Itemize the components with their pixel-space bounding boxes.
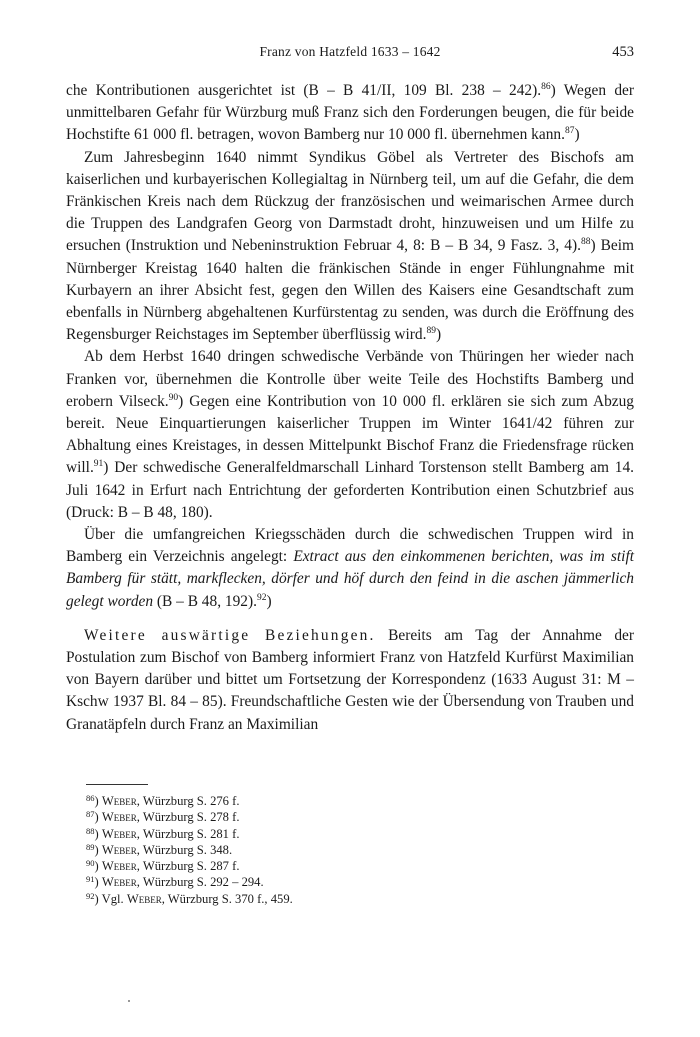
footnote-author: Weber — [126, 891, 162, 906]
footnote-reference-text: , Würzburg S. 276 f. — [136, 794, 240, 808]
text-run: ) — [435, 326, 442, 344]
paragraph — [66, 625, 634, 736]
footnote-reference: 88 — [580, 237, 591, 248]
footnote-reference-text: , Würzburg S. 348. — [136, 842, 233, 857]
footnote — [86, 826, 626, 842]
footnote — [86, 809, 626, 825]
footnote — [86, 842, 626, 858]
text-run: ) — [574, 126, 580, 144]
section-heading: Weitere auswärtige Beziehungen. — [84, 626, 376, 644]
footnote-prefix: Vgl. — [101, 891, 127, 906]
quoted-title: Extract aus den einkommenen berichten, was im stift Bamberg für stätt, markflecken, dörfer und höf durch den feind in die aschen jämmerlich gelegt worden — [66, 548, 635, 610]
footnote-number: 86 — [86, 793, 95, 803]
text-run: Über die umfangreichen Kriegsschäden durch die schwedischen Truppen wird in Bamberg ein Verzeichnis angelegt: — [66, 526, 634, 566]
footnote-number: 90 — [86, 858, 95, 869]
footnote-paren: ) — [94, 826, 99, 841]
footnote-reference: 92 — [256, 592, 267, 603]
text-run: Bereits am Tag der Annahme der Postulation zum Bischof von Bamberg informiert Franz von Hatzfeld Kurfürst Maximilian von Bayern darüber und bittet um Fortsetzung der Korrespondenz (1633 August 31: M – Kschw 1937 Bl. 84 – 85). Freundschaftliche Gesten wie der Übersendung von Trauben und Granatäpfeln durch Franz an Maximilian — [66, 626, 634, 733]
footnote-paren: ) — [94, 842, 99, 857]
paragraph — [66, 80, 634, 147]
footnote-reference-text: , Würzburg S. 278 f. — [136, 810, 240, 825]
text-run: ) Wegen der unmittelbaren Gefahr für Würzburg muß Franz sich den Forderungen beugen, die für beide Hochstifte 61 000 fl. betragen, wovon Bamberg nur 10 000 fl. übernehmen kann. — [66, 82, 634, 144]
footnote-reference-text: , Würzburg S. 281 f. — [136, 826, 240, 841]
text-run: (B – B 48, 192). — [153, 592, 257, 610]
text-run: ) Der schwedische Generalfeldmarschall Linhard Torstenson stellt Bamberg am 14. Juli 1642 in Erfurt nach Entrichtung der geforderten Kontribution einen Schutzbrief aus (Druck: B – B 48, 180). — [66, 459, 634, 521]
footnote-reference: 91 — [93, 459, 104, 470]
paragraph — [66, 524, 634, 613]
text-run: ) Beim Nürnberger Kreistag 1640 halten die fränkischen Stände in enger Fühlungnahme mit Kurbayern an ihrer Absicht fest, gegen den Willen des Kaisers eine Gesandtschaft zum ebenfalls in Nürnberg abgehaltenen Kurfürstentag zu senden, was durch die Eröffnung des Regensburger Reichstages im September überflüssig wird. — [66, 237, 634, 344]
running-title: Franz von Hatzfeld 1633 – 1642 — [259, 44, 441, 59]
paragraph — [66, 346, 634, 524]
footnote-reference: 87 — [564, 126, 575, 137]
footnote-paren: ) — [94, 859, 99, 874]
footnote-reference: 89 — [426, 326, 436, 337]
footnote-paren: ) — [94, 891, 99, 906]
footnote — [86, 793, 626, 809]
footnote-reference-text: , Würzburg S. 292 – 294. — [136, 875, 264, 890]
footnote-author: Weber — [101, 826, 137, 841]
footnote-paren: ) — [94, 794, 99, 808]
footnote — [86, 858, 626, 874]
scan-speck — [128, 1000, 130, 1002]
footnote-number: 92 — [86, 890, 95, 901]
footnote-author: Weber — [101, 859, 137, 874]
footnotes — [86, 793, 626, 907]
footnote-paren: ) — [94, 875, 99, 890]
text-run: che Kontributionen ausgerichtet ist (B – B 41/II, 109 Bl. 238 – 242). — [66, 82, 542, 99]
footnote-reference: 90 — [168, 392, 179, 403]
text-run: ) — [266, 592, 272, 610]
paragraph — [66, 147, 634, 347]
footnote-author: Weber — [101, 794, 137, 808]
footnote-reference-text: , Würzburg S. 287 f. — [136, 859, 240, 874]
footnote-author: Weber — [101, 875, 137, 890]
footnote-paren: ) — [94, 810, 99, 825]
text-run: Zum Jahresbeginn 1640 nimmt Syndikus Göbel als Vertreter des Bischofs am kaiserlichen und kurbayerischen Kollegialtag in Nürnberg teil, um auf die Gefahr, die dem Fränkischen Kreis nach dem Rückzug der französischen und weimarischen Armee durch die Truppen des Landgrafen Georg von Darmstadt droht, hinzuweisen und um Hilfe zu ersuchen (Instruktion und Nebeninstruktion Februar 4, 8: B – B 34, 9 Fasz. 3, 4). — [66, 148, 634, 255]
page-header — [66, 44, 634, 62]
footnote-author: Weber — [101, 842, 137, 857]
footnote-rule — [86, 784, 148, 785]
footnote — [86, 891, 626, 907]
footnote-number: 87 — [86, 809, 95, 820]
footnote-number: 88 — [86, 825, 95, 836]
footnote-number: 91 — [86, 874, 95, 885]
footnote-reference-text: , Würzburg S. 370 f., 459. — [161, 891, 293, 906]
text-run: ) Gegen eine Kontribution von 10 000 fl. erklären sie sich zum Abzug bereit. Neue Einquartierungen kaiserlicher Truppen im Winter 1641/42 führen zur Abhaltung eines Kreistages, in dessen Mittelpunkt Bischof Franz die Friedensfrage rücken will. — [66, 392, 635, 477]
footnote — [86, 874, 626, 890]
footnote-number: 89 — [86, 841, 95, 852]
page-number: 453 — [612, 44, 634, 60]
footnote-reference: 86 — [541, 82, 551, 92]
body-text — [66, 80, 634, 736]
text-run: Ab dem Herbst 1640 dringen schwedische Verbände von Thüringen her wieder nach Franken vor, übernehmen die Kontrolle über weite Teile des Hochstifts Bamberg und erobern Vilseck. — [66, 348, 634, 410]
footnote-author: Weber — [101, 810, 137, 825]
